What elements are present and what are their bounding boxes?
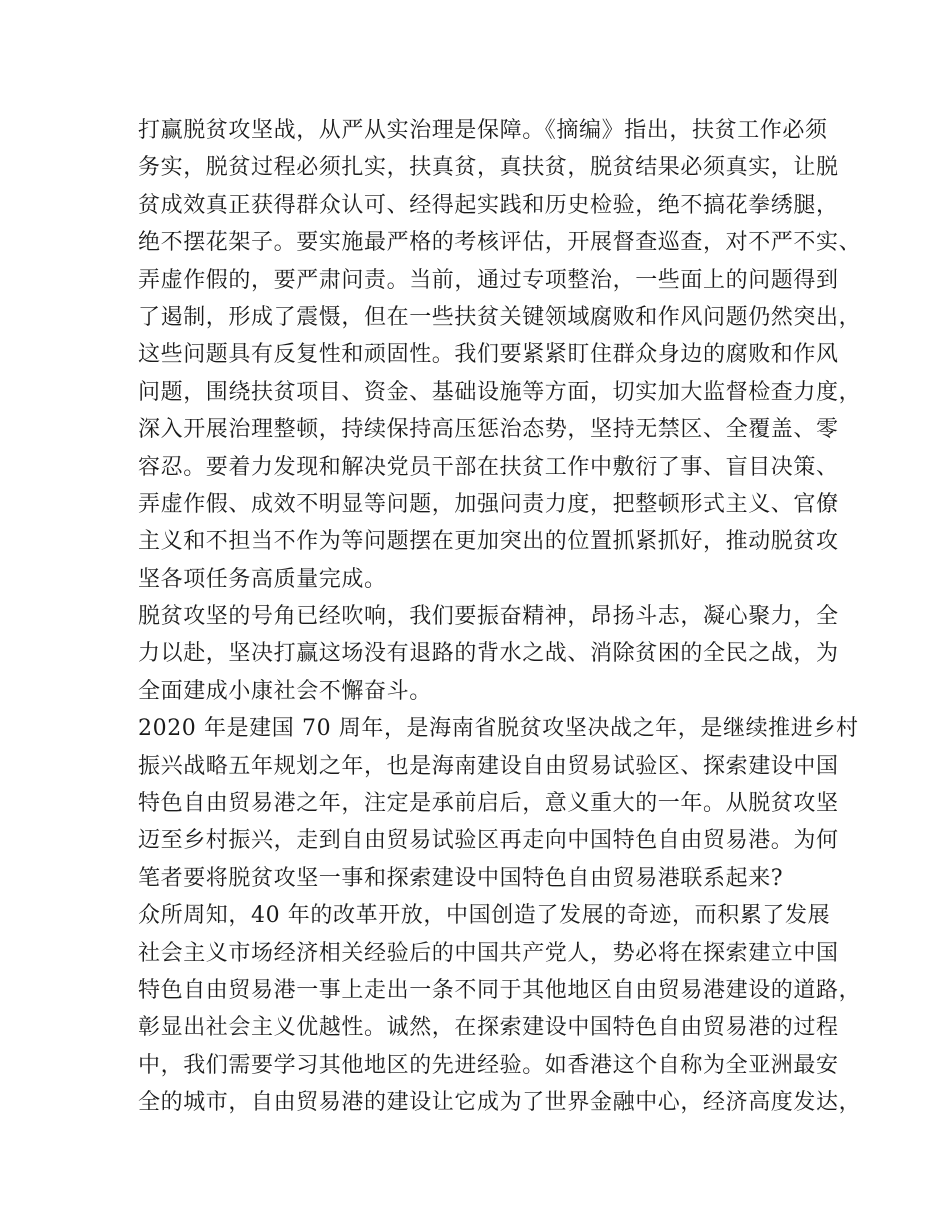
text-line: 全的城市，自由贸易港的建设让它成为了世界金融中心，经济高度发达， <box>138 1090 862 1116</box>
text-line: 特色自由贸易港一事上走出一条不同于其他地区自由贸易港建设的道路， <box>138 977 862 1003</box>
text-line: 容忍。要着力发现和解决党员干部在扶贫工作中敷衍了事、盲目决策、 <box>138 454 839 480</box>
text-line: 全面建成小康社会不懈奋斗。 <box>138 678 432 704</box>
text-line: 彰显出社会主义优越性。诚然，在探索建设中国特色自由贸易港的过程 <box>138 1015 839 1041</box>
text-line: 坚各项任务高质量完成。 <box>138 566 387 592</box>
text-line: 弄虚作假、成效不明显等问题，加强问责力度，把整顿形式主义、官僚 <box>138 491 839 517</box>
text-line: 问题，围绕扶贫项目、资金、基础设施等方面，切实加大监督检查力度， <box>138 379 862 405</box>
text-line: 深入开展治理整顿，持续保持高压惩治态势，坚持无禁区、全覆盖、零 <box>138 417 839 443</box>
text-line: 社会主义市场经济相关经验后的中国共产党人，势必将在探索建立中国 <box>138 940 839 966</box>
text-line: 贫成效真正获得群众认可、经得起实践和历史检验，绝不搞花拳绣腿， <box>138 192 839 218</box>
text-line: 了遏制，形成了震慑，但在一些扶贫关键领域腐败和作风问题仍然突出， <box>138 304 862 330</box>
body-text <box>138 112 862 1122</box>
text-line: 众所周知，40 年的改革开放，中国创造了发展的奇迹，而积累了发展 <box>138 903 831 929</box>
text-line: 力以赴，坚决打赢这场没有退路的背水之战、消除贫困的全民之战，为 <box>138 641 839 667</box>
text-line: 务实，脱贫过程必须扎实，扶真贫，真扶贫，脱贫结果必须真实，让脱 <box>138 155 839 181</box>
text-line: 中，我们需要学习其他地区的先进经验。如香港这个自称为全亚洲最安 <box>138 1052 839 1078</box>
text-line: 脱贫攻坚的号角已经吹响，我们要振奋精神，昂扬斗志，凝心聚力，全 <box>138 604 839 630</box>
text-line: 振兴战略五年规划之年，也是海南建设自由贸易试验区、探索建设中国 <box>138 753 839 779</box>
text-line: 主义和不担当不作为等问题摆在更加突出的位置抓紧抓好，推动脱贫攻 <box>138 529 839 555</box>
text-line: 绝不摆花架子。要实施最严格的考核评估，开展督查巡查，对不严不实、 <box>138 230 862 256</box>
text-line: 这些问题具有反复性和顽固性。我们要紧紧盯住群众身边的腐败和作风 <box>138 342 839 368</box>
text-line: 2020 年是建国 70 周年，是海南省脱贫攻坚决战之年，是继续推进乡村 <box>138 716 859 742</box>
text-line: 迈至乡村振兴，走到自由贸易试验区再走向中国特色自由贸易港。为何 <box>138 828 839 854</box>
text-line: 打赢脱贫攻坚战，从严从实治理是保障。《摘编》指出，扶贫工作必须 <box>138 118 828 143</box>
text-line: 弄虚作假的，要严肃问责。当前，通过专项整治，一些面上的问题得到 <box>138 267 839 293</box>
text-line: 笔者要将脱贫攻坚一事和探索建设中国特色自由贸易港联系起来? <box>138 865 784 891</box>
text-line: 特色自由贸易港之年，注定是承前启后，意义重大的一年。从脱贫攻坚 <box>138 791 839 817</box>
